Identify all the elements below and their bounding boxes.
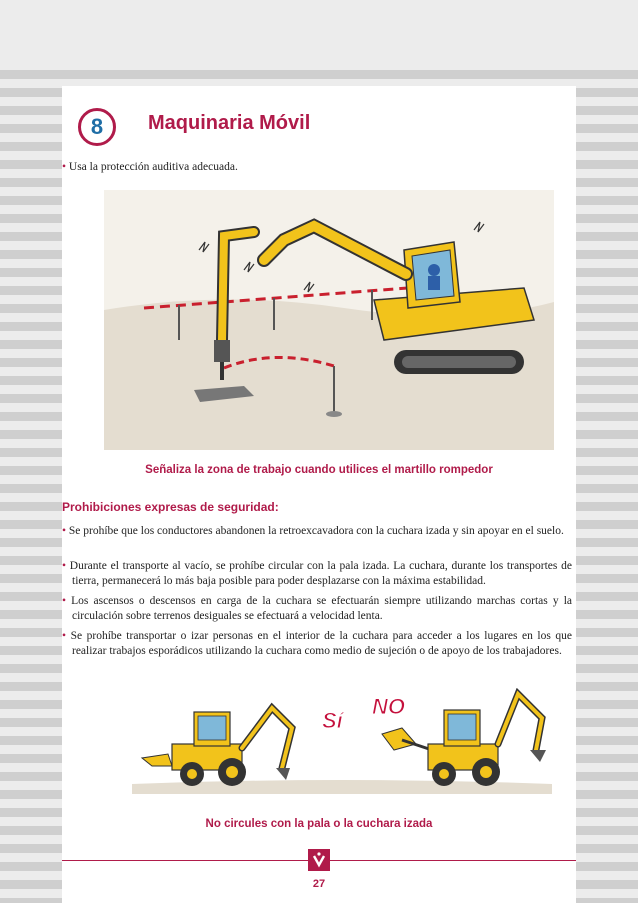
bullet-dot: •	[62, 525, 67, 537]
publisher-logo-icon	[308, 849, 330, 871]
backhoe-correct	[142, 708, 292, 786]
intro-bullet	[62, 160, 572, 175]
backhoe-comparison-illustration	[132, 688, 552, 794]
chapter-header	[78, 108, 478, 144]
chapter-title: Maquinaria Móvil	[148, 112, 311, 134]
prohibition-item	[62, 629, 572, 659]
page-number: 27	[312, 878, 326, 890]
prohibition-item	[62, 594, 572, 624]
prohibition-item	[62, 524, 572, 539]
prohibition-text: Durante el transporte al vacío, se prohíbe circular con la pala izada. La cuchara, durante los transportes de tierra, permanecerá lo más baja posible para poder desplazarse con la máxima estabilidad.	[69, 560, 572, 587]
intro-bullet-text: Usa la protección auditiva adecuada.	[68, 161, 238, 173]
prohibition-text: Se prohíbe transportar o izar personas en el interior de la cuchara para acceder a los lugares en los que realizar trabajos esporádicos utilizando la cuchara como medio de sujeción o de apoyo de los trabajadores.	[70, 630, 572, 657]
figure1-caption: Señaliza la zona de trabajo cuando utilices el martillo rompedor	[145, 464, 493, 476]
yes-label: Sí	[322, 708, 343, 733]
no-label: NO	[372, 694, 405, 719]
figure2-caption: No circules con la pala o la cuchara izada	[205, 818, 433, 830]
bullet-dot: •	[62, 630, 67, 642]
prohibition-text: Los ascensos o descensos en carga de la cuchara se efectuarán siempre utilizando marchas cortas y la circulación sobre terrenos desiguales se efectuará a velocidad lenta.	[71, 595, 573, 622]
backhoe-incorrect	[382, 694, 546, 786]
prohibition-text: Se prohíbe que los conductores abandonen la retroexcavadora con la cuchara izada y sin apoyar en el suelo.	[68, 525, 564, 537]
page	[62, 86, 576, 903]
bullet-dot: •	[62, 161, 67, 173]
chapter-number-badge: 8	[78, 108, 116, 146]
bullet-dot: •	[62, 560, 67, 572]
excavator-breaker-illustration	[104, 190, 554, 450]
bullet-dot: •	[62, 595, 67, 607]
prohibition-item	[62, 559, 572, 589]
prohibitions-heading: Prohibiciones expresas de seguridad:	[62, 500, 279, 514]
